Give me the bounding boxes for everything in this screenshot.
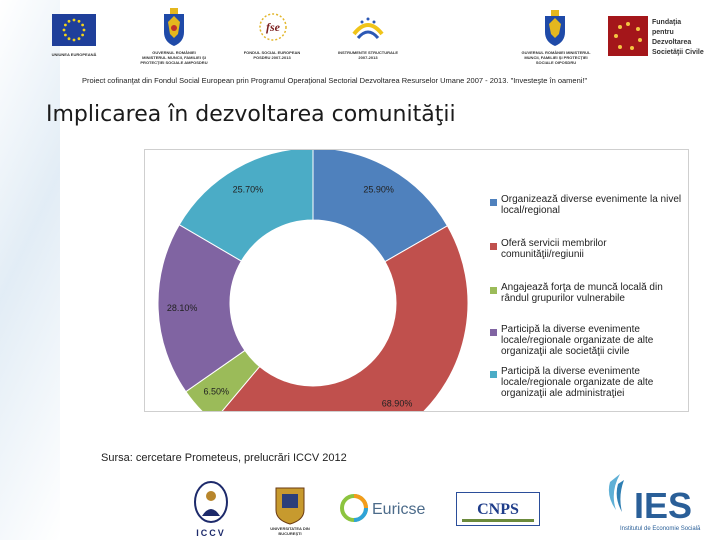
ies-text: IES bbox=[634, 485, 693, 526]
universitatea-bucuresti-logo bbox=[268, 484, 312, 538]
legend-label: Participă la diverse evenimente locale/regionale organizate de alte organizaţii ale administraţiei bbox=[501, 366, 654, 399]
cofinancing-banner: Proiect cofinanţat din Fondul Social European prin Programul Operaţional Sectorial Dezvoltarea Resurselor Umane 2007 - 2013. "Investeşte în oameni!" bbox=[82, 76, 588, 85]
data-label-administration-events: 25.70% bbox=[232, 184, 264, 195]
iccv-logo bbox=[190, 480, 232, 538]
legend-label: Participă la diverse evenimente locale/regionale organizate de alte organizaţii ale societăţii civile bbox=[501, 324, 654, 357]
euricse-text: Euricse bbox=[372, 501, 426, 518]
romania-coat-logo bbox=[160, 8, 188, 48]
legend-label: Angajează forţa de muncă locală din rândul grupurilor vulnerabile bbox=[501, 282, 663, 304]
iccv-text: ICCV bbox=[196, 528, 226, 538]
universitatea-bucuresti-text: UNIVERSITATEA DIN BUCUREŞTI bbox=[270, 526, 310, 536]
romania-coat-caption: GUVERNUL ROMÂNIEI MINISTERUL MUNCII, FAMILIEI ŞI PROTECŢIEI SOCIALE AMPOSDRU bbox=[140, 50, 208, 65]
legend-label: Oferă servicii membrilor comunităţii/regiunii bbox=[501, 238, 607, 260]
ministry-coat-caption: GUVERNUL ROMÂNIEI MINISTERUL MUNCII, FAMILIEI ŞI PROTECŢIEI SOCIALE OIPOSDRU bbox=[521, 50, 591, 65]
data-label-local-events: 25.90% bbox=[363, 184, 394, 195]
data-label-community-services: 68.90% bbox=[381, 398, 413, 409]
ies-logo bbox=[604, 470, 716, 538]
legend-swatch bbox=[490, 329, 497, 336]
ies-subtext: Institutul de Economie Socială bbox=[620, 526, 701, 532]
fse-logo bbox=[255, 12, 291, 42]
legend-swatch bbox=[490, 371, 497, 378]
source-note: Sursa: cercetare Prometeus, prelucrări ICCV 2012 bbox=[101, 452, 347, 464]
cnps-text: CNPS bbox=[477, 501, 519, 518]
fse-caption: FONDUL SOCIAL EUROPEAN POSDRU 2007-2013 bbox=[243, 50, 301, 60]
chart-frame bbox=[144, 149, 689, 412]
slide-background-accent bbox=[0, 0, 60, 540]
legend-label: Organizează diverse evenimente la nivel local/regional bbox=[501, 194, 682, 216]
data-label-local-workforce: 6.50% bbox=[203, 386, 230, 397]
eu-flag-caption: UNIUNEA EUROPEANĂ bbox=[51, 52, 97, 57]
legend-swatch bbox=[490, 199, 497, 206]
slice-community-services bbox=[213, 226, 468, 411]
fse-text: fse bbox=[266, 20, 280, 34]
legend-swatch bbox=[490, 287, 497, 294]
instrumente-structurale-logo bbox=[350, 12, 386, 44]
ministry-coat-logo bbox=[541, 10, 569, 48]
data-label-civil-society-events: 28.10% bbox=[166, 303, 198, 314]
instrumente-structurale-caption: INSTRUMENTE STRUCTURALE 2007-2013 bbox=[338, 50, 398, 60]
slide-title: Implicarea în dezvoltarea comunităţii bbox=[46, 102, 456, 127]
legend-swatch bbox=[490, 243, 497, 250]
euricse-logo bbox=[338, 490, 438, 526]
fundatia-name: Fundaţia pentru Dezvoltarea Societăţii Civile bbox=[652, 19, 704, 56]
cnps-logo bbox=[456, 492, 540, 526]
eu-flag-logo bbox=[52, 14, 96, 46]
fundatia-logo bbox=[608, 16, 648, 56]
